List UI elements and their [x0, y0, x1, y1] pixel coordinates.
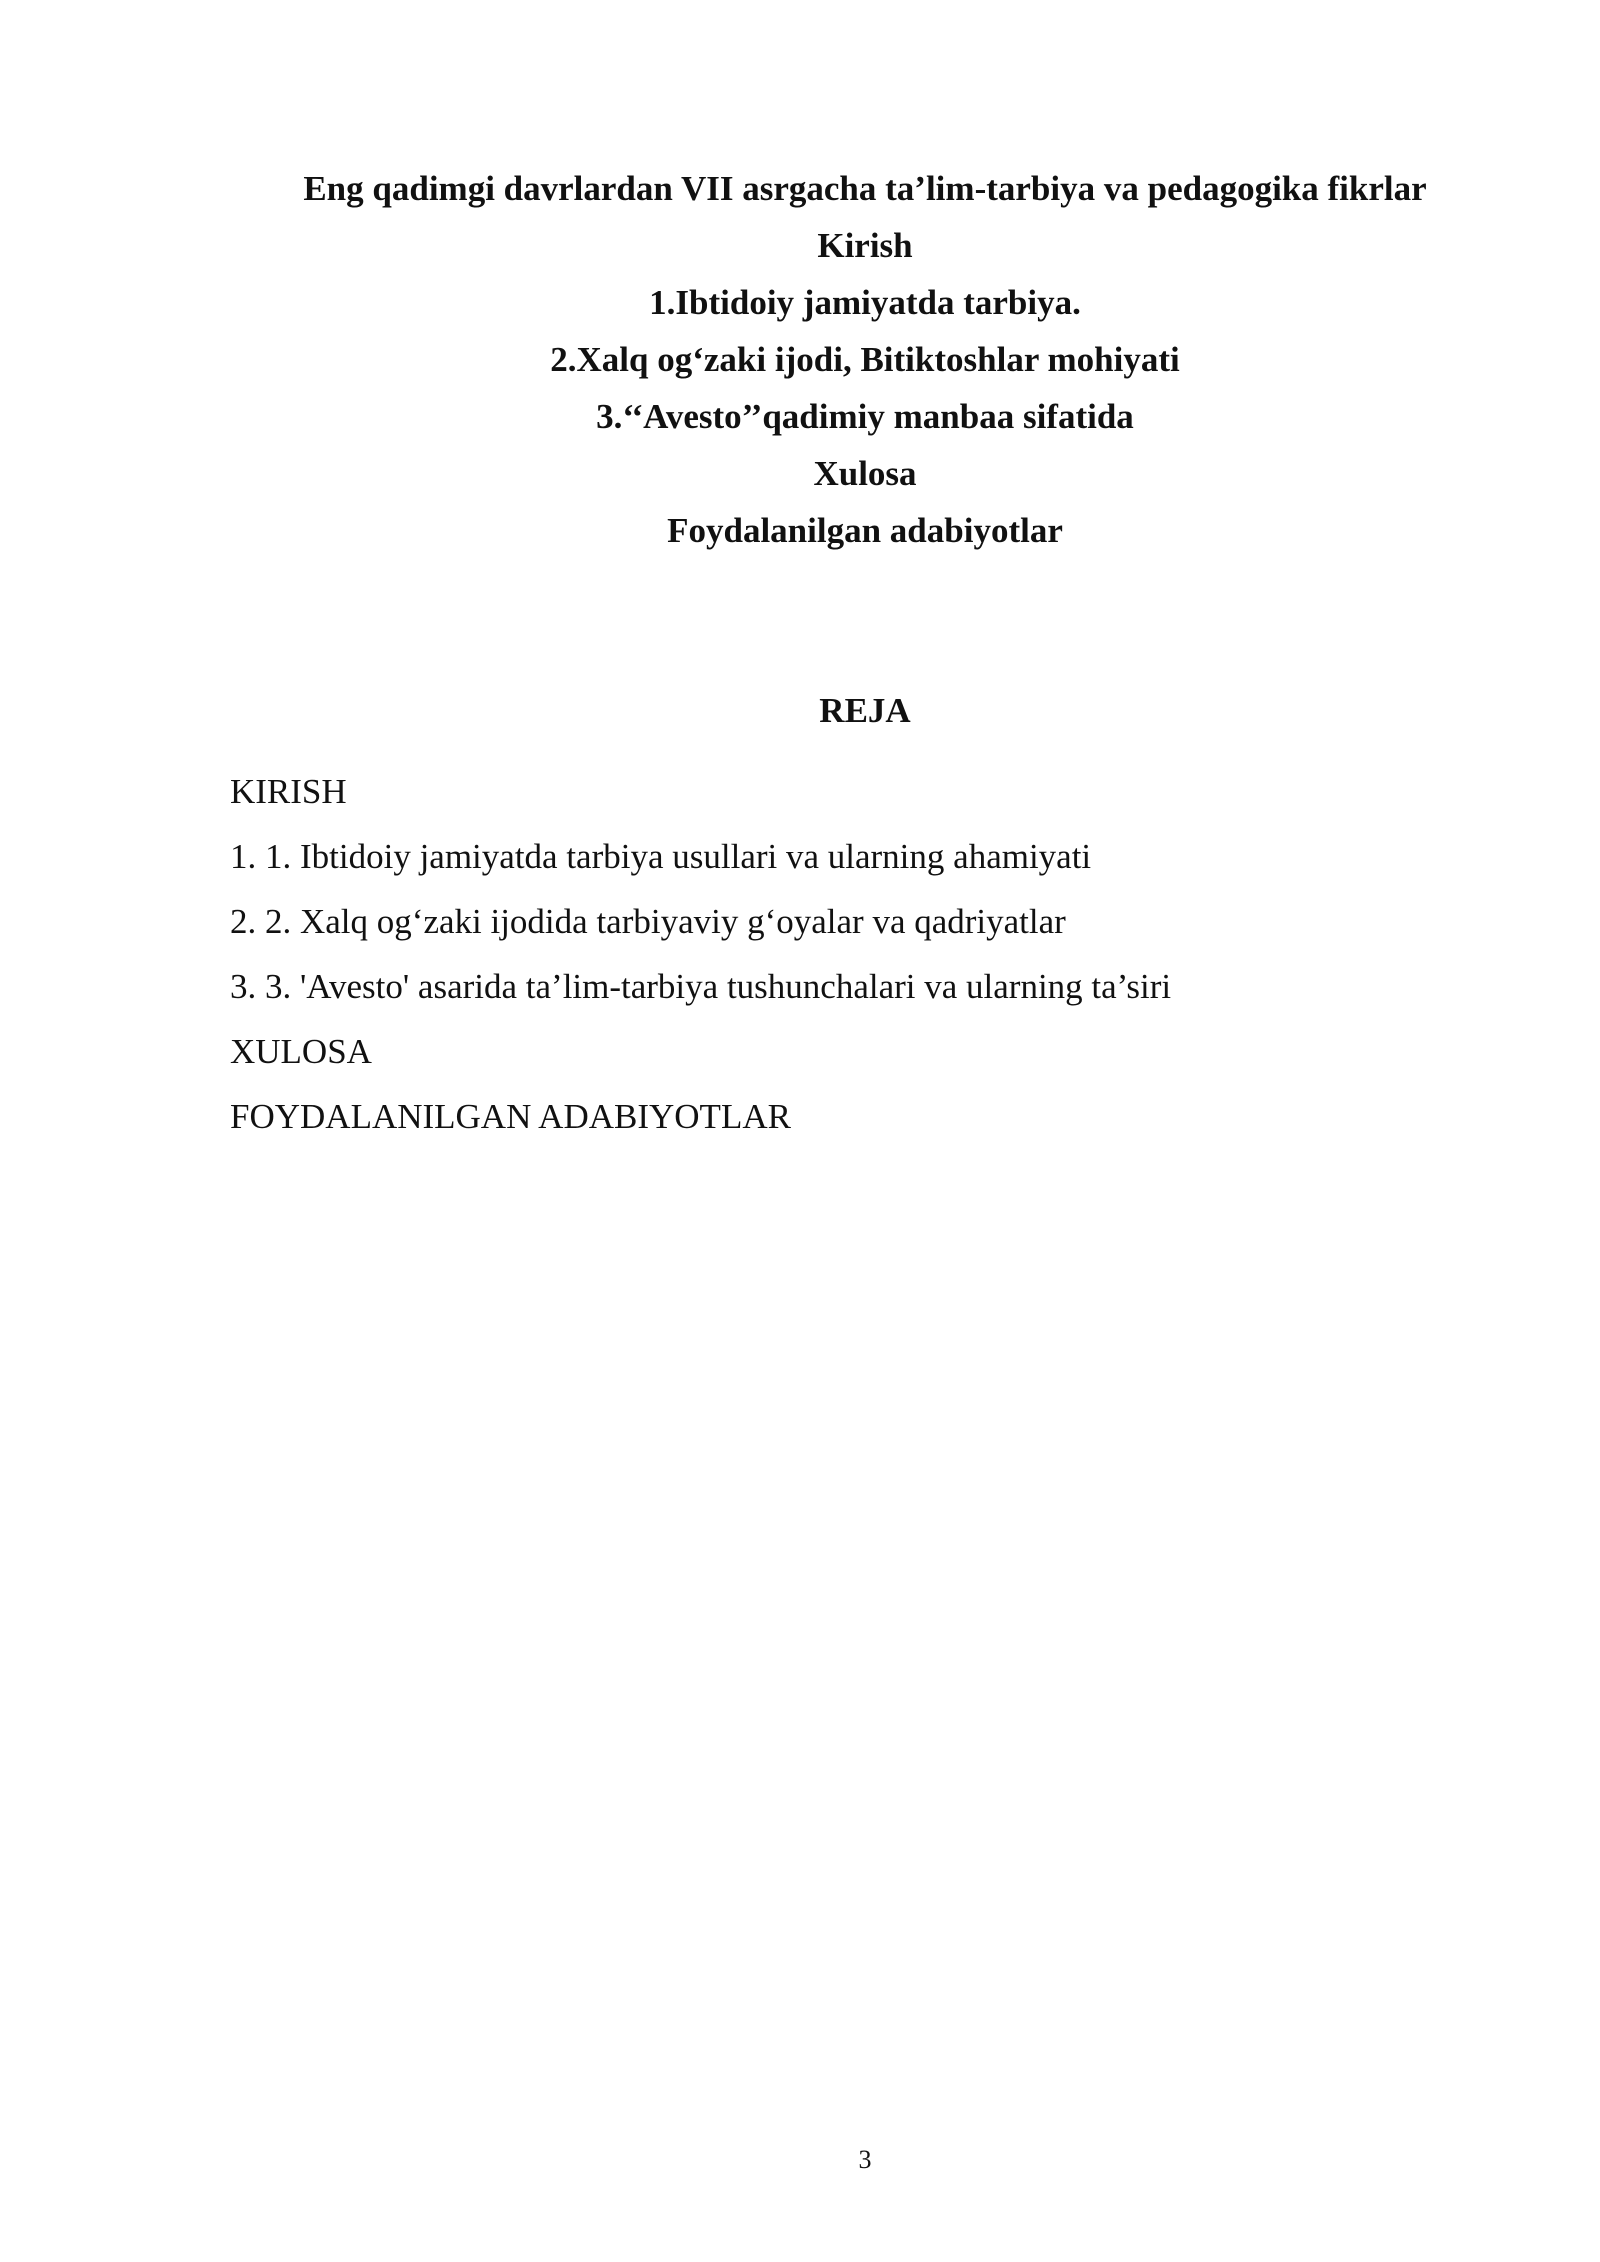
plan-item-adabiyotlar: FOYDALANILGAN ADABIYOTLAR: [230, 1097, 791, 1136]
plan-title: REJA: [819, 691, 911, 730]
heading-item-3: 3.‘‘Avesto’’qadimiy manbaa sifatida: [596, 397, 1134, 436]
heading-item-2: 2.Xalq og‘zaki ijodi, Bitiktoshlar mohiyati: [550, 340, 1180, 379]
plan-item-1: 1. 1. Ibtidoiy jamiyatda tarbiya usullari va ularning ahamiyati: [230, 837, 1092, 876]
heading-item-kirish: Kirish: [817, 226, 913, 265]
plan-item-2: 2. 2. Xalq og‘zaki ijodida tarbiyaviy g‘oyalar va qadriyatlar: [230, 902, 1066, 941]
heading-item-adabiyotlar: Foydalanilgan adabiyotlar: [667, 511, 1063, 550]
plan-item-kirish: KIRISH: [230, 772, 347, 811]
heading-item-xulosa: Xulosa: [813, 454, 917, 493]
contents-heading-block: [230, 160, 1500, 559]
plan-list: [230, 759, 1530, 1149]
heading-item-1: 1.Ibtidoiy jamiyatda tarbiya.: [649, 283, 1081, 322]
plan-item-xulosa: XULOSA: [230, 1032, 372, 1071]
plan-item-3: 3. 3. 'Avesto' asarida ta’lim-tarbiya tushunchalari va ularning ta’siri: [230, 967, 1172, 1006]
page-number: 3: [858, 2145, 872, 2174]
document-title: Eng qadimgi davrlardan VII asrgacha ta’lim-tarbiya va pedagogika fikrlar: [303, 169, 1427, 208]
